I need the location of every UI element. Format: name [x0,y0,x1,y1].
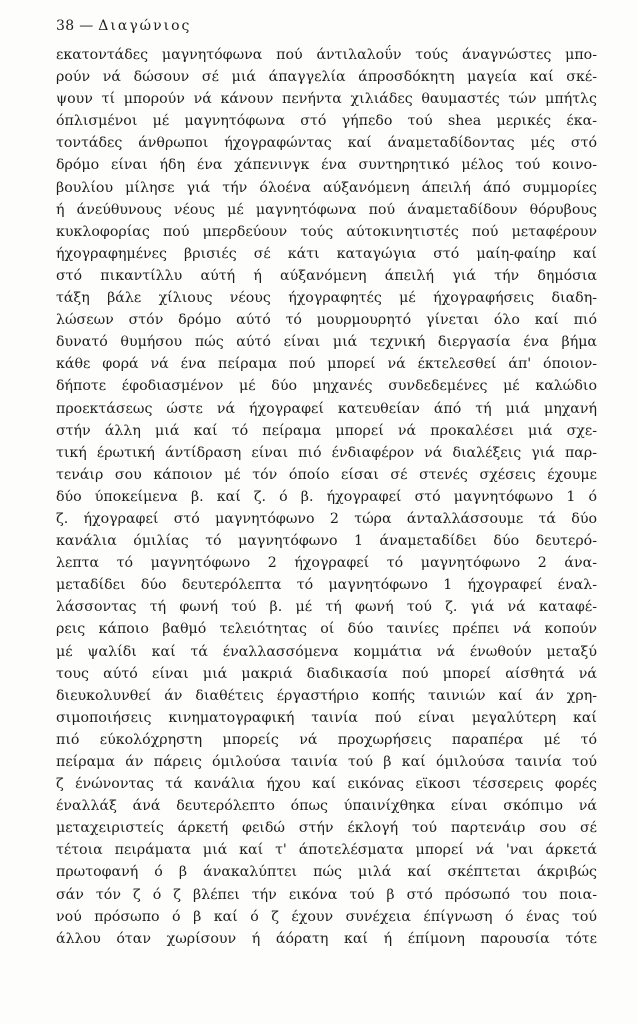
text-line: δύο ύποκείμενα β. καί ζ. ό β. ήχογραφεί στό μαγνητόφωνο 1 ό [56,488,597,505]
text-line: τική έρωτική άντίδραση είναι πιό ένδιαφέρον νά διαλέξεις γιά παρ- [56,444,597,461]
text-line: κυκλοφορίας πού μπερδεύουν τούς αύτοκινητιστές πού μεταφέρουν [56,223,597,240]
text-line: διευκολυνθεί άν διαθέτεις έργαστήριο κοπής ταινιών καί άν χρη- [56,687,597,704]
text-line: έναλλάξ άνά δευτερόλεπτο όπως ύπαινίχθηκα είναι σκόπιμο νά [56,798,597,815]
text-line: ή άνεύθυνους νέους μέ μαγνητόφωνα πού άναμεταδίδουν θόρυβους [56,201,597,218]
text-line: σιμοποιήσεις κινηματογραφική ταινία πού είναι μεγαλύτερη καί [56,709,597,726]
text-line: ζ. ήχογραφεί στό μαγνητόφωνο 2 τώρα άνταλλάσσουμε τά δύο [56,510,597,527]
text-line: δρόμο είναι ήδη ένα χάπενινγκ ένα συντηρητικό μέλος τού κοινο- [56,157,597,174]
text-line: ψουν τί μπορούν νά κάνουν πενήντα χιλιάδες θαυμαστές τών μπήτλς [56,91,597,108]
text-line: τενάιρ σου κάποιον μέ τόν όποίο είσαι σέ στενές σχέσεις έχουμε [56,466,597,483]
text-line: πρωτοφανή ό β άνακαλύπτει πώς μιλά καί σκέπτεται άκριβώς [56,864,597,881]
text-line: δήποτε έφοδιασμένον μέ δύο μηχανές συνδεδεμένες μέ καλώδιο [56,378,597,395]
header-separator: — [79,18,94,34]
text-line: άλλου όταν χωρίσουν ή άόρατη καί ή έπίμονη παρουσία τότε [56,930,597,947]
text-line: βουλίου μίλησε γιά τήν όλοένα αύξανόμενη άπειλή άπό συμμορίες [56,179,597,196]
text-line: νού πρόσωπο ό β καί ό ζ έχουν συνέχεια έπίγνωση ό ένας τού [56,908,597,925]
text-line: ζ ένώνοντας τά κανάλια ήχου καί εικόνας εϊκοσι τέσσερεις φορές [56,776,597,793]
text-line: κάθε φορά νά ένα πείραμα πού μπορεί νά έκτελεσθεί άπ' όποιον- [56,356,597,373]
text-line: προεκτάσεως ώστε νά ήχογραφεί κατευθείαν άπό τή μιά μηχανή [56,400,597,417]
text-line: μέ ψαλίδι καί τά έναλλασσόμενα κομμάτια νά ένωθούν μεταξύ [56,643,597,660]
body-text [56,44,597,950]
text-line: ρούν νά δώσουν σέ μιά άπαγγελία άπροσδόκητη μαγεία καί σκέ- [56,69,597,86]
text-line: λεπτα τό μαγνητόφωνο 2 ήχογραφεί τό μαγνητόφωνο 2 άνα- [56,555,597,572]
text-line: τάξη βάλε χίλιους νέους ήχογραφητές μέ ήχογραφήσεις διαδη- [56,290,597,307]
text-line: πιό εύκολόχρηστη μπορείς νά προχωρήσεις παραπέρα μέ τό [56,731,597,748]
text-line: μεταχειριστείς άρκετή φειδώ στήν έκλογή τού παρτενάιρ σου σέ [56,820,597,837]
text-line: εκατοντάδες μαγνητόφωνα πού άντιλαλοΰν τούς άναγνώστες μπο- [56,47,597,63]
text-line: τέτοια πειράματα μιά καί τ' άποτελέσματα μπορεί νά 'ναι άρκετά [56,842,597,859]
text-line: λώσεων στόν δρόμο αύτό τό μουρμουρητό γίνεται όλο καί πιό [56,312,597,329]
text-line: λάσσοντας τή φωνή τού β. μέ τή φωνή τού ζ. γιά νά καταφέ- [56,599,597,616]
text-line: ήχογραφημένες βρισιές σέ κάτι καταγώγια στό μαίη-φαίηρ καί [56,245,597,262]
text-line: όπλισμένοι μέ μαγνητόφωνα στό γήπεδο τού shea μερικές έκα- [56,113,597,130]
text-line: ρεις κάποιο βαθμό τελειότητας οί δύο ταινίες πρέπει νά κοπούν [56,621,597,638]
text-line: τους αύτό είναι μιά μακριά διαδικασία πού μπορεί αίσθητά νά [56,665,597,682]
text-line: στό πικαντίλλυ αύτή ή αύξανόμενη άπειλή γιά τήν δημόσια [56,267,597,284]
author-name: Διαγώνιος [98,18,192,34]
running-head [56,18,191,34]
text-line: τοντάδες άνθρωποι ήχογραφώντας καί άναμεταδίδοντας μές στό [56,135,597,152]
text-line: μεταδίδει δύο δευτερόλεπτα τό μαγνητόφωνο 1 ήχογραφεί έναλ- [56,577,597,594]
text-line: δυνατό θυμήσου πώς αύτό είναι μιά τεχνική διεργασία ένα βήμα [56,334,597,351]
page-number: 38 [56,18,75,34]
text-line: στήν άλλη μιά καί τό πείραμα μπορεί νά προκαλέσει μιά σχε- [56,422,597,439]
text-line: κανάλια όμιλίας τό μαγνητόφωνο 1 άναμεταδίδει δύο δευτερό- [56,533,597,550]
text-line: σάν τόν ζ ό ζ βλέπει τήν εικόνα τού β στό πρόσωπό του ποια- [56,886,597,903]
text-line: πείραμα άν πάρεις όμιλούσα ταινία τού β καί όμιλούσα ταινία τού [56,754,597,770]
